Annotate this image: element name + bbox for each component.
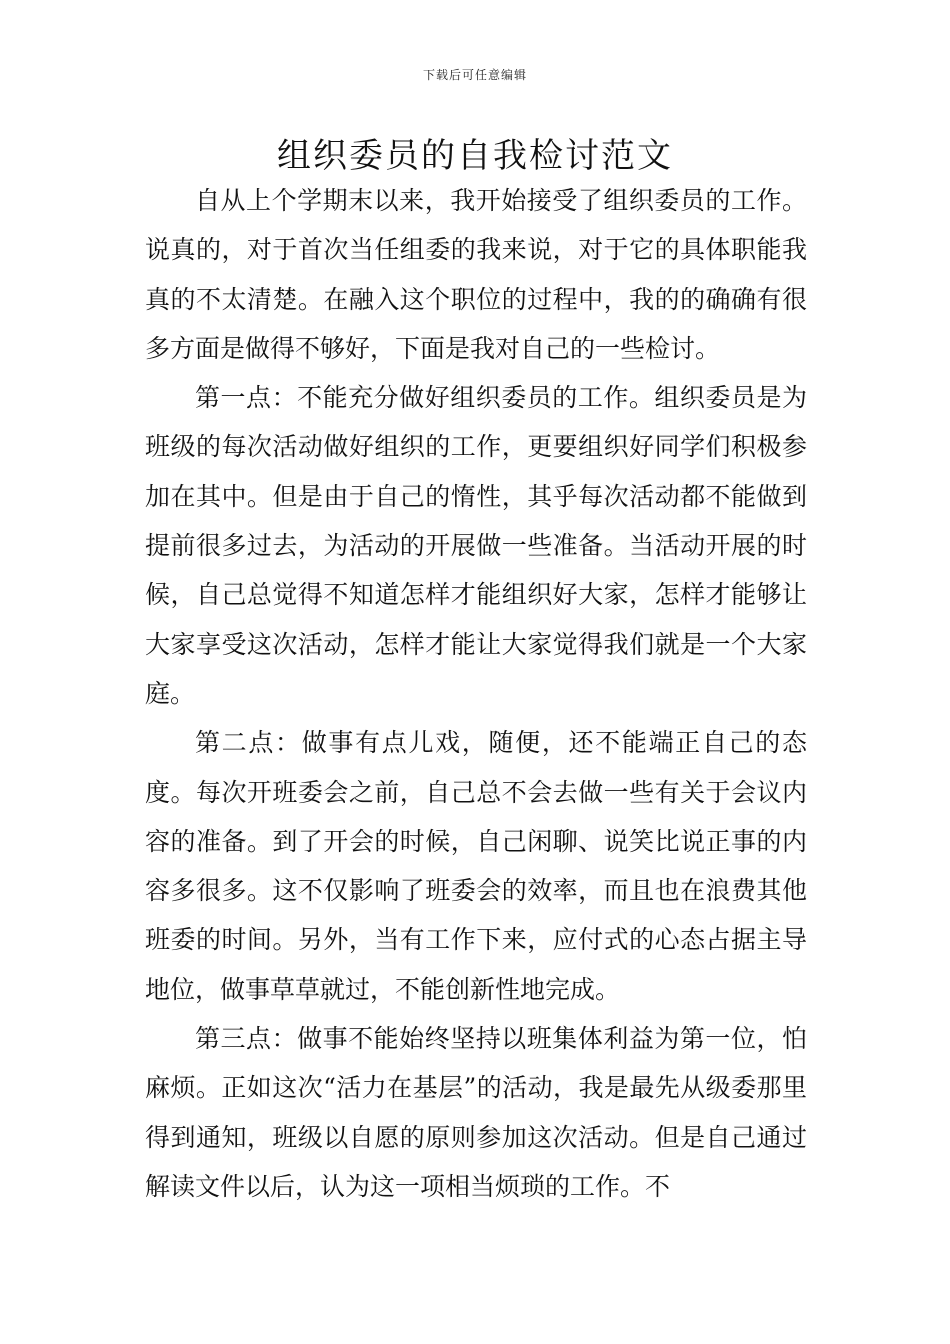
paragraph-point-two: 第二点：做事有点儿戏，随便，还不能端正自己的态度。每次开班委会之前，自己总不会去做一些有关于会议内容的准备。到了开会的时候，自己闲聊、说笑比说正事的内容多很多。这不仅影响了班委会的效率，而且也在浪费其他班委的时间。另外，当有工作下来，应付式的心态占据主导地位，做事草草就过，不能创新性地完成。: [145, 728, 807, 1004]
paragraph-intro: 自从上个学期末以来，我开始接受了组织委员的工作。说真的，对于首次当任组委的我来说，对于它的具体职能我真的不太清楚。在融入这个职位的过程中，我的的确确有很多方面是做得不够好，下面是我对自己的一些检讨。: [145, 186, 807, 363]
header-note: 下载后可任意编辑: [422, 68, 527, 82]
document-title: 组织委员的自我检讨范文: [277, 136, 673, 176]
document-body: [145, 176, 807, 1211]
paragraph-point-three: 第三点：做事不能始终坚持以班集体利益为第一位，怕麻烦。正如这次“活力在基层”的活动，我是最先从级委那里得到通知，班级以自愿的原则参加这次活动。但是自己通过解读文件以后，认为这一项相当烦琐的工作。不: [145, 1024, 807, 1201]
paragraph-point-one: 第一点：不能充分做好组织委员的工作。组织委员是为班级的每次活动做好组织的工作，更要组织好同学们积极参加在其中。但是由于自己的惰性，其乎每次活动都不能做到提前很多过去，为活动的开展做一些准备。当活动开展的时候，自己总觉得不知道怎样才能组织好大家，怎样才能够让大家享受这次活动，怎样才能让大家觉得我们就是一个大家庭。: [145, 383, 807, 708]
